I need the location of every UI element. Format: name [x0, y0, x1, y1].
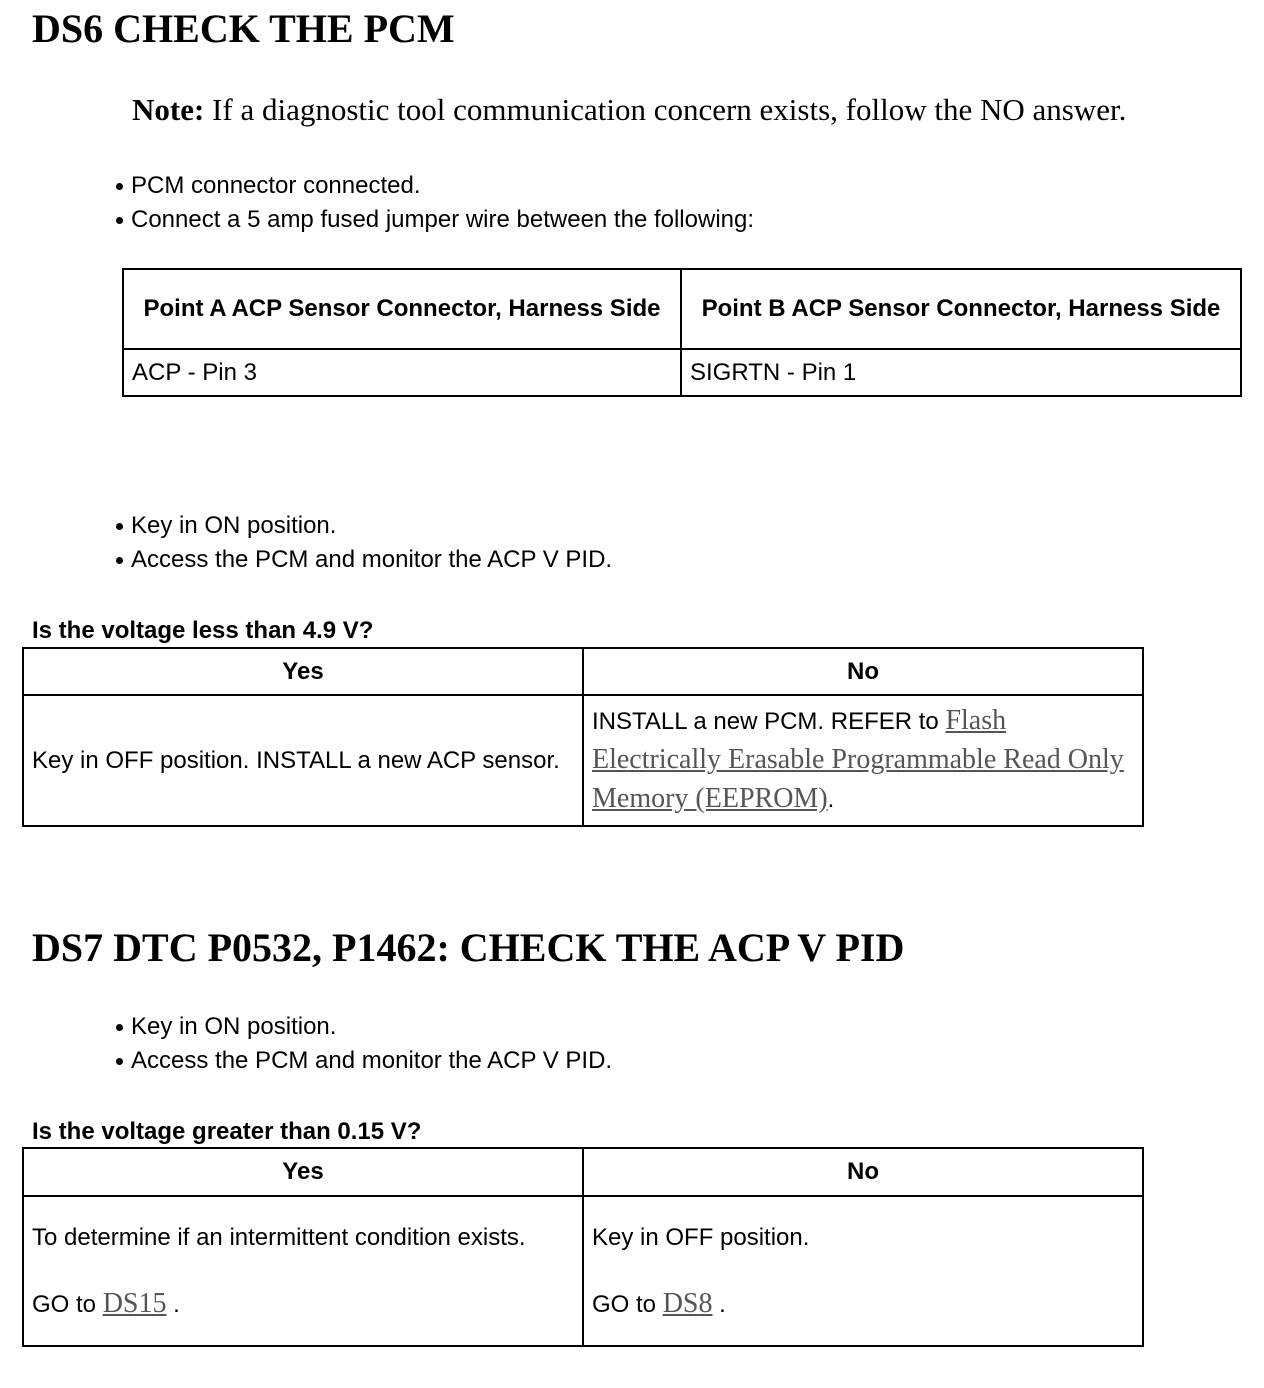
header-point-a: Point A ACP Sensor Connector, Harness Side	[123, 269, 681, 349]
table-row	[23, 695, 1143, 826]
note-label: Note:	[132, 92, 205, 127]
ds6-answer-table	[22, 647, 1144, 827]
list-item: Connect a 5 amp fused jumper wire between the following:	[114, 203, 754, 237]
table-header-row	[123, 269, 1241, 349]
header-point-b: Point B ACP Sensor Connector, Harness Side	[681, 269, 1241, 349]
list-item: Key in ON position.	[114, 1010, 612, 1044]
yes-cell: Key in OFF position. INSTALL a new ACP sensor.	[23, 695, 583, 826]
eeprom-link[interactable]: Flash Electrically Erasable Programmable Read Only Memory (EEPROM)	[592, 705, 1124, 814]
no-go-line	[592, 1288, 1134, 1321]
no-suffix: .	[712, 1290, 726, 1318]
ds7-heading: DS7 DTC P0532, P1462: CHECK THE ACP V PID	[32, 925, 905, 970]
yes-cell	[23, 1196, 583, 1346]
ds15-link[interactable]: DS15	[102, 1287, 167, 1319]
yes-go-line	[32, 1288, 574, 1321]
list-item: Access the PCM and monitor the ACP V PID.	[114, 1044, 612, 1078]
no-suffix: .	[827, 786, 835, 813]
no-header: No	[583, 648, 1143, 695]
table-row	[123, 349, 1241, 396]
note-text: If a diagnostic tool communication concern exists, follow the NO answer.	[204, 92, 1127, 127]
list-item: PCM connector connected.	[114, 169, 754, 203]
yes-suffix: .	[166, 1290, 180, 1318]
list-item: Key in ON position.	[114, 509, 612, 543]
yes-header: Yes	[23, 1148, 583, 1196]
table-header-row	[23, 1148, 1143, 1196]
cell-point-b: SIGRTN - Pin 1	[681, 349, 1241, 396]
no-header: No	[583, 1148, 1143, 1196]
cell-point-a: ACP - Pin 3	[123, 349, 681, 396]
ds6-question: Is the voltage less than 4.9 V?	[32, 617, 374, 644]
no-go: GO to	[592, 1290, 663, 1318]
list-item: Access the PCM and monitor the ACP V PID.	[114, 543, 612, 577]
ds6-heading: DS6 CHECK THE PCM	[32, 6, 455, 51]
table-header-row	[23, 648, 1143, 695]
yes-go: GO to	[32, 1290, 103, 1318]
yes-text: To determine if an intermittent condition exists.	[32, 1223, 526, 1251]
no-text: Key in OFF position.	[592, 1223, 810, 1251]
ds7-answer-table	[22, 1147, 1144, 1347]
ds6-bullets-2	[114, 509, 612, 577]
ds6-bullets-1	[114, 169, 754, 237]
ds7-question: Is the voltage greater than 0.15 V?	[32, 1118, 422, 1145]
ds6-note	[132, 92, 1126, 128]
table-row	[23, 1196, 1143, 1346]
no-cell	[583, 695, 1143, 826]
ds7-bullets	[114, 1010, 612, 1078]
jumper-table	[122, 268, 1242, 397]
no-cell	[583, 1196, 1143, 1346]
yes-header: Yes	[23, 648, 583, 695]
ds8-link[interactable]: DS8	[662, 1287, 713, 1319]
no-text: INSTALL a new PCM. REFER to	[592, 708, 946, 735]
